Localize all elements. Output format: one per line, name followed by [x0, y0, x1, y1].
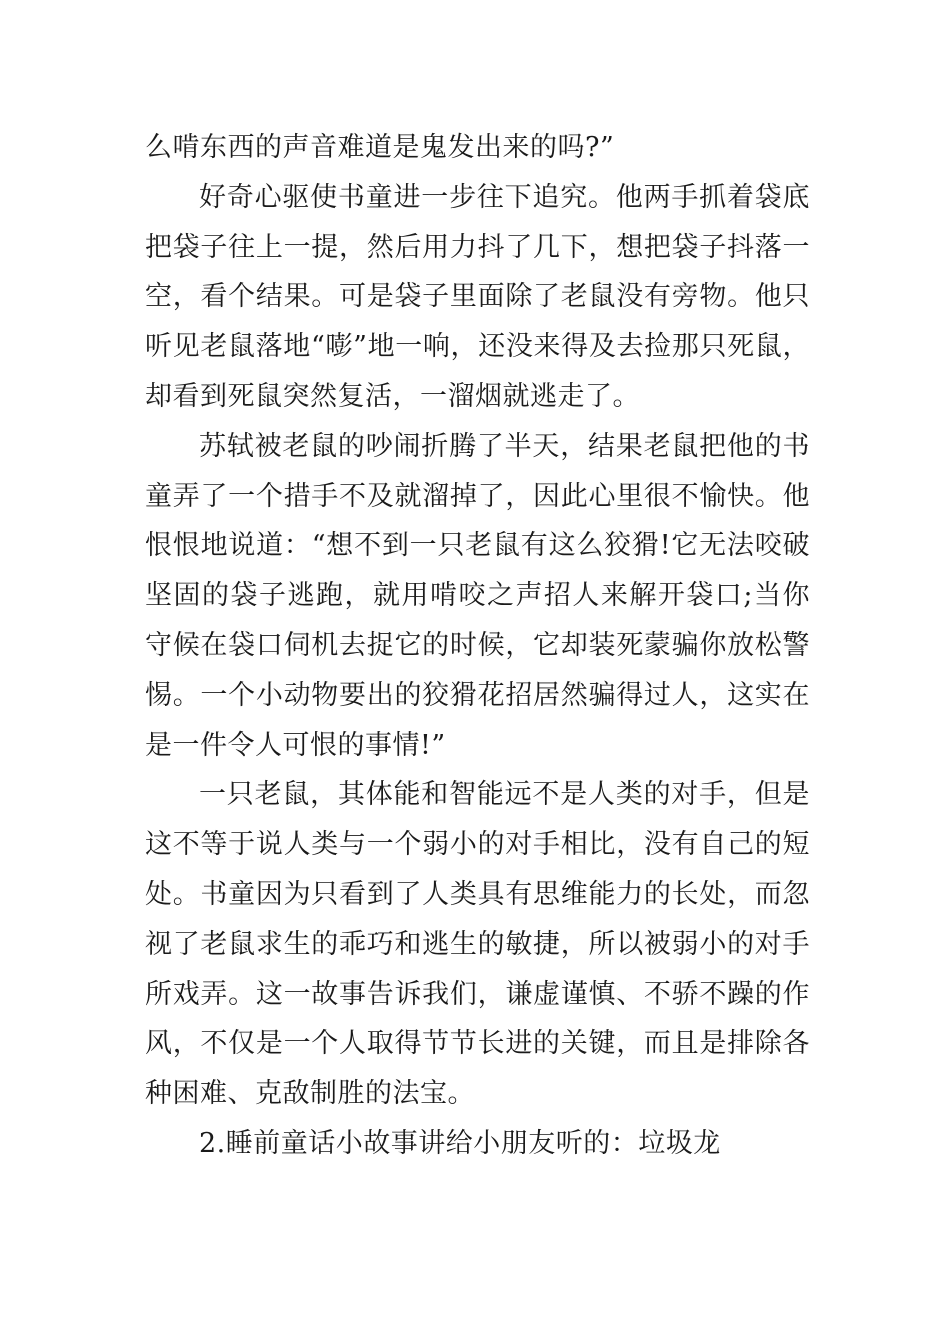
paragraph-continuation: 么啃东西的声音难道是鬼发出来的吗?”	[145, 132, 615, 163]
paragraph-su-shi-complaint: 苏轼被老鼠的吵闹折腾了半天，结果老鼠把他的书童弄了一个措手不及就溜掉了，因此心里很不愉快。他恨恨地说道：“想不到一只老鼠有这么狡猾!它无法咬破坚固的袋子逃跑，就用啃咬之声招人来解开袋口;当你守候在袋口伺机去捉它的时候，它却装死蒙骗你放松警惕。一个小动物要出的狡猾花招居然骗得过人，这实在是一件令人可恨的事情!”	[145, 430, 810, 761]
document-body	[145, 123, 810, 1169]
section-heading-story-2: 2.睡前童话小故事讲给小朋友听的：垃圾龙	[199, 1127, 721, 1159]
paragraph-book-boy-shakes-bag: 好奇心驱使书童进一步往下追究。他两手抓着袋底把袋子往上一提，然后用力抖了几下，想把袋子抖落一空，看个结果。可是袋子里面除了老鼠没有旁物。他只听见老鼠落地“嘭”地一响，还没来得及去捡那只死鼠，却看到死鼠突然复活，一溜烟就逃走了。	[145, 181, 810, 412]
paragraph-moral-lesson: 一只老鼠，其体能和智能远不是人类的对手，但是这不等于说人类与一个弱小的对手相比，没有自己的短处。书童因为只看到了人类具有思维能力的长处，而忽视了老鼠求生的乖巧和逃生的敏捷，所以被弱小的对手所戏弄。这一故事告诉我们，谦虚谨慎、不骄不躁的作风，不仅是一个人取得节节长进的关键，而且是排除各种困难、克敌制胜的法宝。	[145, 779, 810, 1110]
